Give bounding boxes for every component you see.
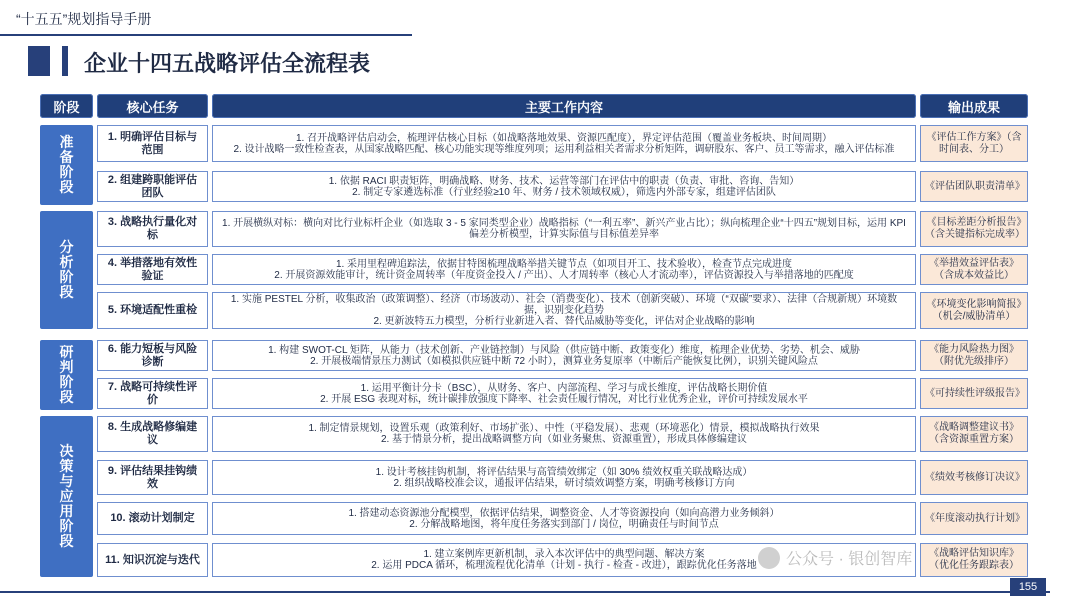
header-block-icon [28,46,50,76]
footer [0,581,1080,608]
content-line: 2. 更新波特五力模型，分析行业新进入者、替代品威胁等变化，评估对企业战略的影响 [373,316,755,327]
output-cell: 《目标差距分析报告》（含关键指标完成率） [920,211,1028,247]
task-cell: 7. 战略可持续性评价 [97,378,208,409]
output-cell: 《环境变化影响简报》（机会/威胁清单） [920,292,1028,329]
content-cell [212,254,916,285]
task-cell: 3. 战略执行量化对标 [97,211,208,247]
content-cell [212,125,916,162]
header-content: 主要工作内容 [212,94,916,118]
content-line: 1. 搭建动态资源池分配模型，依据评估结果，调整资金、人才等资源投向（如向高潜力业务倾斜） [348,507,780,519]
content-line: 2. 开展极端情景压力测试（如模拟供应链中断 72 小时），测算业务复原率（中断后产能恢复比例），识别关键风险点 [310,355,818,367]
task-cell: 5. 环境适配性重检 [97,292,208,329]
content-line: 1. 建立案例库更新机制，录入本次评估中的典型问题、解决方案 [423,549,705,560]
stage-decision [40,416,93,577]
top-bar [0,0,1080,36]
output-cell: 《可持续性评级报告》 [920,378,1028,409]
content-cell [212,378,916,409]
content-line: 2. 开展资源效能审计，统计资金周转率（年度资金投入 / 产出）、人才周转率（核心人才流动率），评估资源投入与举措落地的匹配度 [274,269,854,281]
content-line: 2. 基于情景分析，提出战略调整方向（如业务聚焦、资源重置），形成具体修编建议 [380,434,748,445]
output-cell: 《评估工作方案》（含时间表、分工） [920,125,1028,162]
content-cell [212,416,916,452]
stage-judge [40,340,93,410]
header-stage: 阶段 [40,94,93,118]
stage-label: 准备阶段 [59,134,74,195]
stage-label: 研判阶段 [59,344,74,405]
task-cell: 9. 评估结果挂钩绩效 [97,460,208,495]
content-line: 2. 运用 PDCA 循环，梳理流程优化清单（计划 - 执行 - 检查 - 改进），跟踪优化任务落地 [371,560,757,571]
header-bar-icon [62,46,68,76]
stage-label: 分析阶段 [59,239,74,300]
task-cell: 2. 组建跨职能评估团队 [97,171,208,202]
output-cell: 《能力风险热力图》（附优先级排序） [920,340,1028,371]
content-cell [212,340,916,371]
task-cell: 4. 举措落地有效性验证 [97,254,208,285]
top-divider [0,34,412,36]
header-task: 核心任务 [97,94,208,118]
content-line: 2. 制定专家遴选标准（行业经验≥10 年、财务 / 技术领域权威），筛选内外部专家，组建评估团队 [352,186,776,198]
output-cell: 《评估团队职责清单》 [920,171,1028,202]
output-cell: 《举措效益评估表》（含成本效益比） [920,254,1028,285]
page-number: 155 [1010,578,1046,596]
page-title: 企业十四五战略评估全流程表 [84,51,371,76]
watermark [758,546,912,569]
output-cell: 《年度滚动执行计划》 [920,502,1028,535]
content-cell [212,292,916,329]
stage-label: 决策与应用阶段 [59,443,74,549]
watermark-text: 公众号 · 银创智库 [786,551,913,568]
content-cell [212,502,916,535]
task-cell: 11. 知识沉淀与迭代 [97,543,208,577]
content-line: 2. 开展 ESG 表现对标，统计碳排放强度下降率、社会责任履行情况，对比行业优秀企业，评价可持续发展水平 [320,393,808,405]
content-line: 2. 组织战略校准会议，通报评估结果，研讨绩效调整方案，明确考核修订方向 [393,477,735,489]
content-cell [212,460,916,495]
wechat-icon [758,547,780,569]
content-cell [212,211,916,247]
content-line: 1. 召开战略评估启动会，梳理评估核心目标（如战略落地效果、资源匹配度），界定评估范围（覆盖业务板块、时间周期） [295,132,833,144]
content-line: 2. 分解战略地图，将年度任务落实到部门 / 岗位，明确责任与时间节点 [409,518,719,530]
stage-prepare [40,125,93,205]
stage-analysis [40,211,93,329]
task-cell: 8. 生成战略修编建议 [97,416,208,452]
output-cell: 《绩效考核修订决议》 [920,460,1028,495]
header-output: 输出成果 [920,94,1028,118]
output-cell: 《战略调整建议书》（含资源重置方案） [920,416,1028,452]
content-cell [212,171,916,202]
task-cell: 1. 明确评估目标与范围 [97,125,208,162]
content-line: 1. 开展横纵对标：横向对比行业标杆企业（如选取 3 - 5 家同类型企业）战略指标（“一利五率”、新兴产业占比）；纵向梳理企业“十四五”规划目标，运用 KPI 偏差分析模型，计算实际值与目标值差异率 [222,218,906,240]
footer-divider [0,591,1050,593]
content-line: 1. 制定情景规划，设置乐观（政策利好、市场扩张）、中性（平稳发展）、悲观（环境恶化）情景，模拟战略执行效果 [308,423,820,434]
content-line: 1. 运用平衡计分卡（BSC），从财务、客户、内部流程、学习与成长维度，评估战略长期价值 [360,382,768,394]
content-line: 1. 采用里程碑追踪法，依据甘特图梳理战略举措关键节点（如项目开工、技术验收），检查节点完成进度 [335,258,793,270]
task-cell: 6. 能力短板与风险诊断 [97,340,208,371]
content-line: 2. 设计战略一致性检查表，从国家战略匹配、核心功能实现等维度列项；运用利益相关者需求分析矩阵，调研股东、客户、员工等需求，融入评估标准 [233,143,895,155]
output-cell: 《战略评估知识库》（优化任务跟踪表） [920,543,1028,577]
task-cell: 10. 滚动计划制定 [97,502,208,535]
content-line: 1. 设计考核挂钩机制，将评估结果与高管绩效绑定（如 30% 绩效权重关联战略达成） [375,466,753,478]
document-title: “十五五”规划指导手册 [16,11,152,27]
content-line: 1. 实施 PESTEL 分析，收集政治（政策调整）、经济（市场波动）、社会（消费变化）、技术（创新突破）、环境（“双碳”要求）、法律（合规新规）环境数据，识别变化趋势 [230,294,898,316]
content-line: 1. 依据 RACI 职责矩阵，明确战略、财务、技术、运营等部门在评估中的职责（负责、审批、咨询、告知） [328,175,800,187]
content-line: 1. 构建 SWOT-CL 矩阵，从能力（技术创新、产业链控制）与风险（供应链中断、政策变化）维度，梳理企业优势、劣势、机会、威胁 [268,344,860,356]
